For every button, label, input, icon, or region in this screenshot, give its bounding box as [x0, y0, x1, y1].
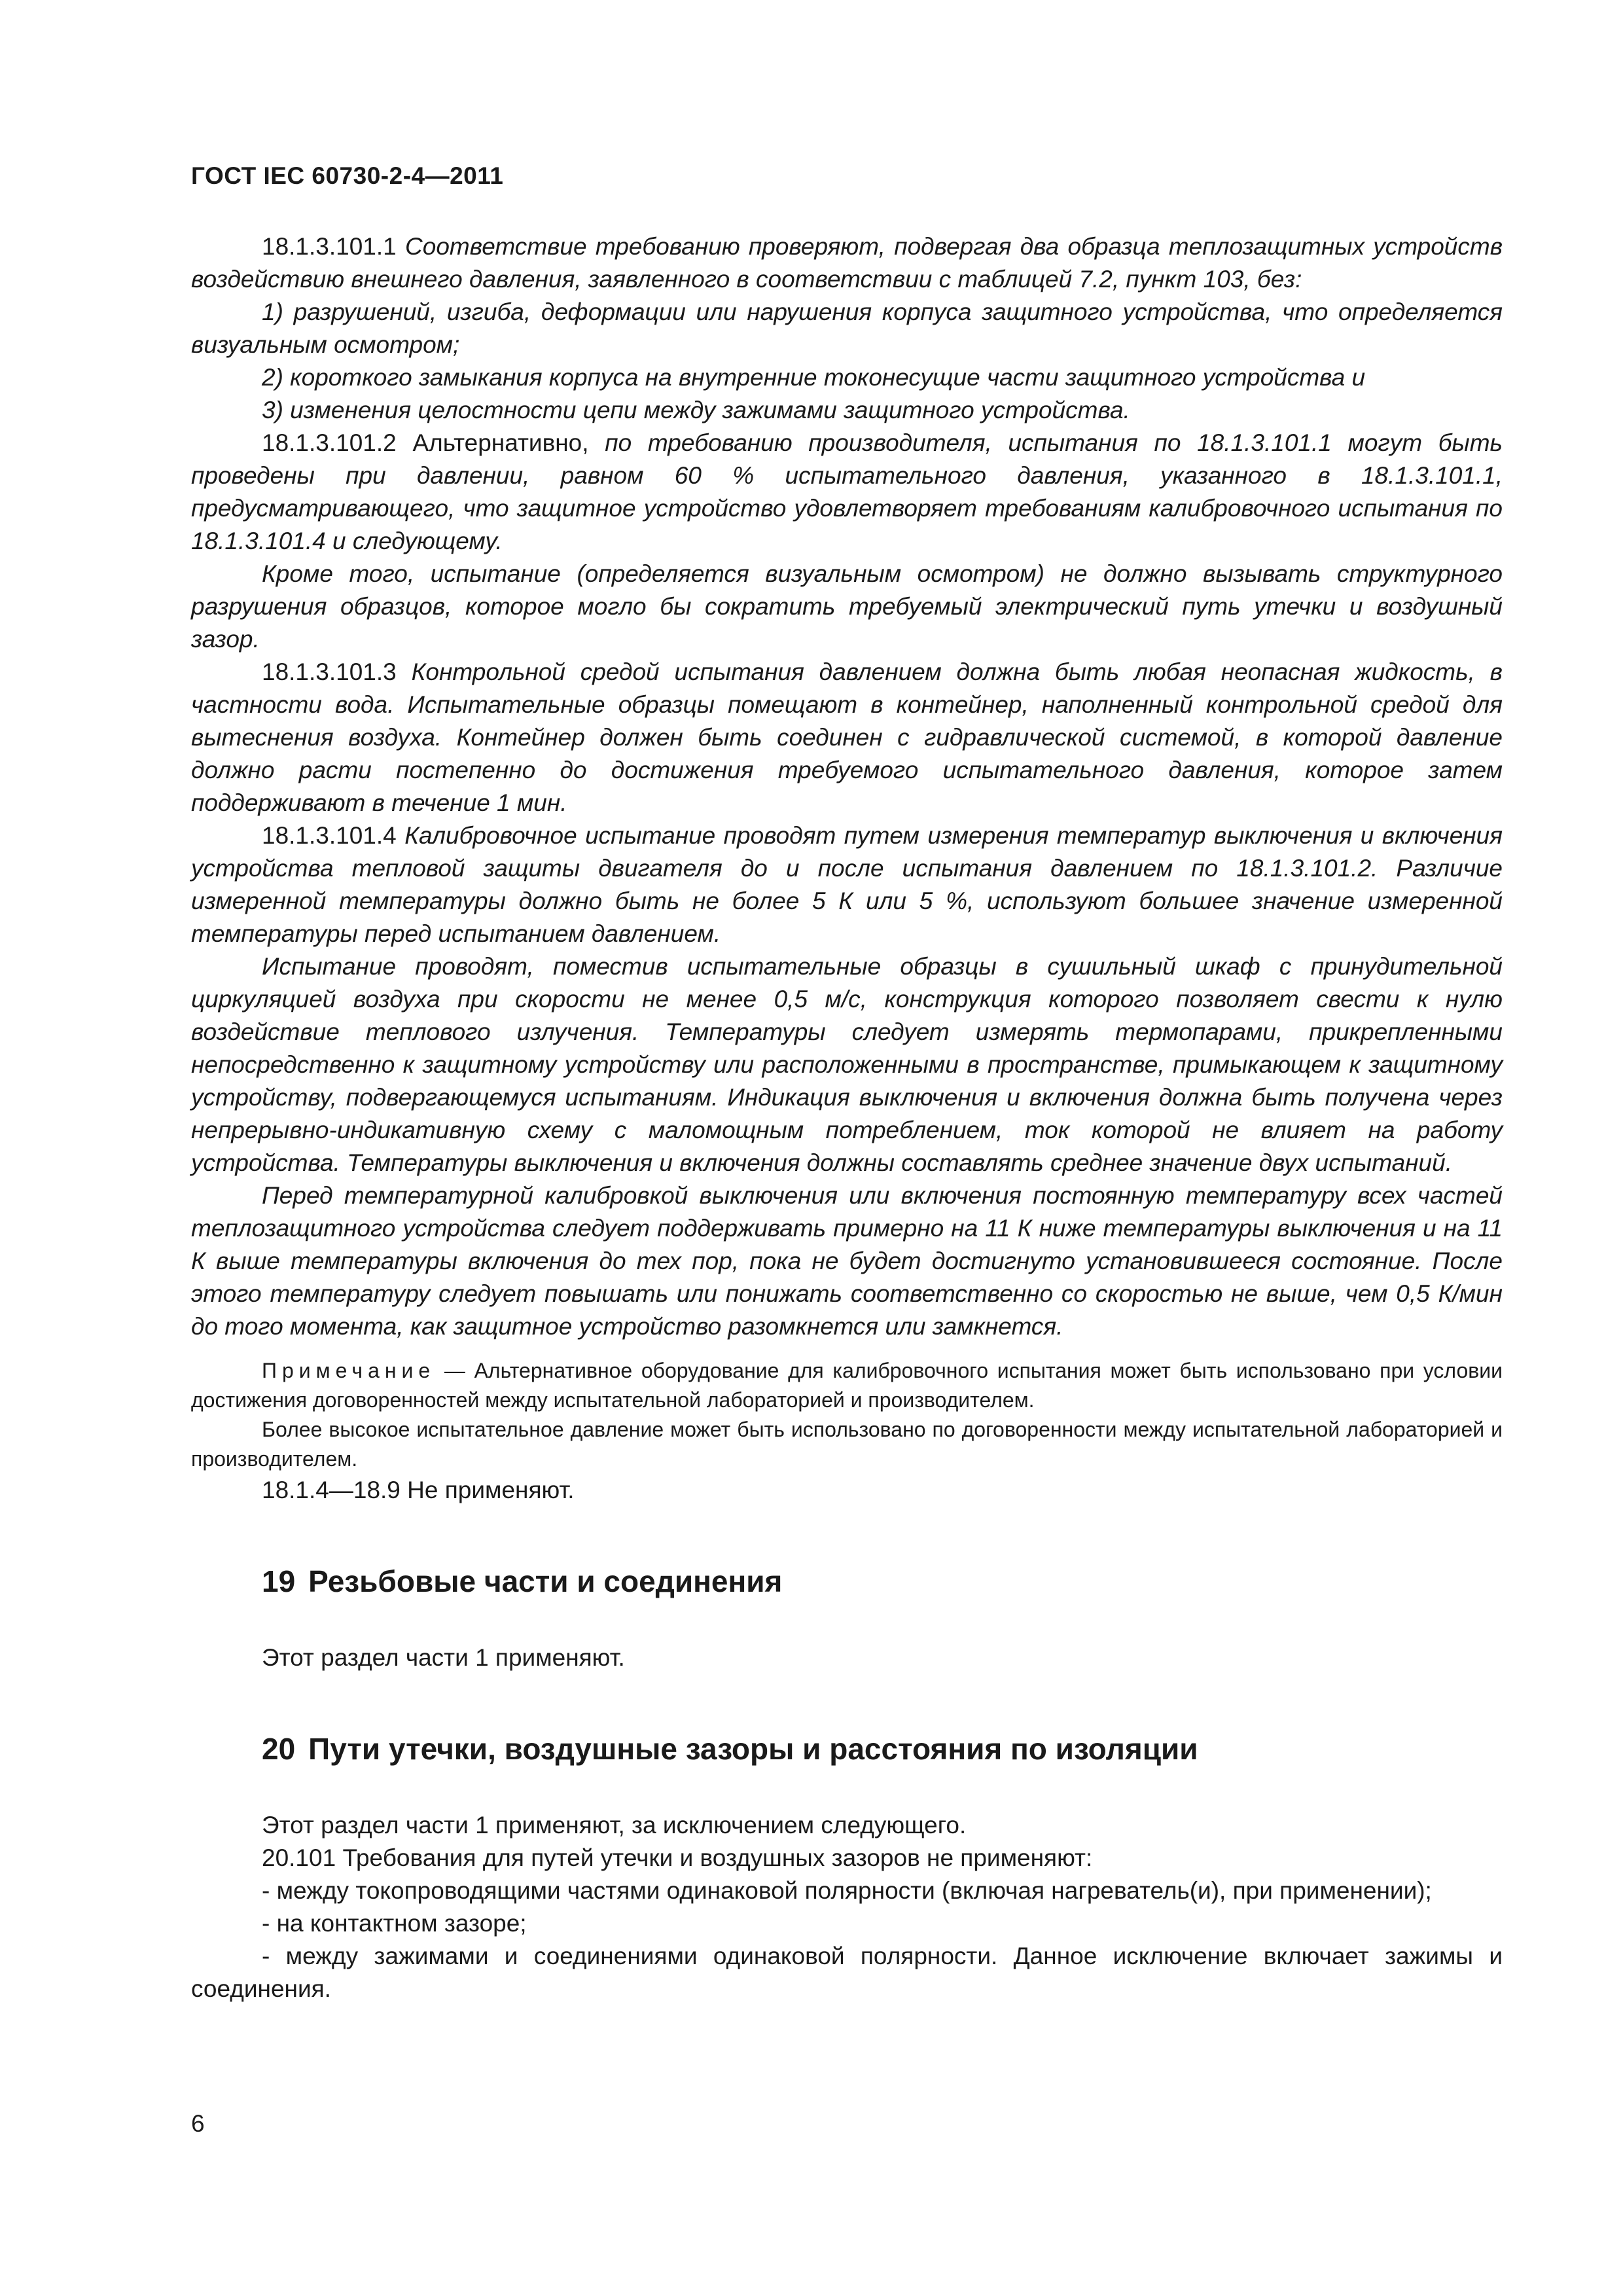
paragraph-18-1-3-101-2 [191, 427, 1503, 558]
note-label: Примечание [262, 1359, 436, 1382]
list-item: - между токопроводящими частями одинаковой полярности (включая нагреватель(и), при применении); [262, 1877, 1432, 1904]
note-block [191, 1356, 1503, 1474]
clause-number: 18.1.3.101.1 [262, 233, 397, 260]
clause-number: 18.1.3.101.3 [262, 658, 397, 685]
paragraph-18-1-4: 18.1.4—18.9 Не применяют. [262, 1477, 575, 1503]
paragraph-20-101: 20.101 Требования для путей утечки и воздушных зазоров не применяют: [262, 1844, 1093, 1871]
page-number: 6 [191, 2110, 205, 2137]
paragraph-18-1-3-101-3 [191, 656, 1503, 819]
paragraph: Перед температурной калибровкой выключения или включения постоянную температуру всех частей теплозащитного устройства следует поддерживать примерно на 11 К ниже температуры выключения и на 11 К выше температуры включения до тех пор, пока не будет достигнуто установившееся состояние. После этого температуру следует повышать или понижать соответственно со скоростью не выше, чем 0,5 К/мин до того момента, как защитное устройство разомкнется или замкнется. [191, 1182, 1503, 1340]
section-title: Пути утечки, воздушные зазоры и расстояния по изоляции [308, 1732, 1198, 1766]
paragraph-18-1-3-101-4 [191, 819, 1503, 950]
list-item: 2) короткого замыкания корпуса на внутренние токонесущие части защитного устройства и [262, 364, 1366, 391]
paragraph-lead: Альтернативно, [412, 429, 589, 456]
paragraph: Кроме того, испытание (определяется визуальным осмотром) не должно вызывать структурного разрушения образцов, которое могло бы сократить требуемый электрический путь утечки и воздушный зазор. [191, 560, 1503, 653]
section-number: 20 [262, 1732, 296, 1766]
note-text: Альтернативное оборудование для калибровочного испытания может быть использовано при условии достижения договоренностей между испытательной лабораторией и производителем. [191, 1359, 1503, 1412]
section-title: Резьбовые части и соединения [308, 1564, 783, 1598]
list-item: 3) изменения целостности цепи между зажимами защитного устройства. [262, 397, 1130, 423]
list-item: - между зажимами и соединениями одинаковой полярности. Данное исключение включает зажимы и соединения. [191, 1943, 1503, 2002]
section-number: 19 [262, 1564, 296, 1598]
paragraph: Этот раздел части 1 применяют, за исключением следующего. [262, 1812, 967, 1839]
paragraph-text: Калибровочное испытание проводят путем измерения температур выключения и включения устройства тепловой защиты двигателя до и после испытания давлением по 18.1.3.101.2. Различие измеренной температуры должно быть не более 5 К или 5 %, используют большее значение измеренной температуры перед испытанием давлением. [191, 822, 1503, 947]
paragraph: Испытание проводят, поместив испытательные образцы в сушильный шкаф с принудительной циркуляцией воздуха при скорости не менее 0,5 м/с, конструкция которого позволяет свести к нулю воздействие теплового излучения. Температуры следует измерять термопарами, прикрепленными непосредственно к защитному устройству или расположенными в пространстве, примыкающем к защитному устройству, подвергающемуся испытаниям. Индикация выключения и включения должна быть получена через непрерывно-индикативную схему с маломощным потреблением, ток которой не влияет на работу устройства. Температуры выключения и включения должны составлять среднее значение двух испытаний. [191, 953, 1503, 1176]
paragraph: Этот раздел части 1 применяют. [262, 1644, 625, 1671]
section-heading-20 [262, 1731, 1503, 1767]
paragraph-18-1-3-101-1 [191, 230, 1503, 296]
paragraph-text: Соответствие требованию проверяют, подвергая два образца теплозащитных устройств воздействию внешнего давления, заявленного в соответствии с таблицей 7.2, пункт 103, без: [191, 233, 1503, 293]
note-dash: — [435, 1359, 474, 1382]
section-heading-19 [262, 1563, 1503, 1600]
document-header: ГОСТ IEC 60730-2-4—2011 [191, 162, 504, 189]
paragraph-text: Контрольной средой испытания давлением должна быть любая неопасная жидкость, в частности вода. Испытательные образцы помещают в контейнер, наполненный контрольной средой для вытеснения воздуха. Контейнер должен быть соединен с гидравлической системой, в которой давление должно расти постепенно до достижения требуемого испытательного давления, которое затем поддерживают в течение 1 мин. [191, 658, 1503, 816]
note-paragraph [191, 1356, 1503, 1415]
paragraph-text: по требованию производителя, испытания по 18.1.3.101.1 могут быть проведены при давлении, равном 60 % испытательного давления, указанного в 18.1.3.101.1, предусматривающего, что защитное устройство удовлетворяет требованиям калибровочного испытания по 18.1.3.101.4 и следующему. [191, 429, 1503, 554]
clause-number: 18.1.3.101.4 [262, 822, 397, 849]
list-item: 1) разрушений, изгиба, деформации или нарушения корпуса защитного устройства, что определяется визуальным осмотром; [191, 298, 1503, 358]
note-paragraph: Более высокое испытательное давление может быть использовано по договоренности между испытательной лабораторией и производителем. [191, 1418, 1503, 1471]
clause-number: 18.1.3.101.2 [262, 429, 397, 456]
page-content [191, 230, 1503, 2005]
list-item: - на контактном зазоре; [262, 1910, 527, 1937]
